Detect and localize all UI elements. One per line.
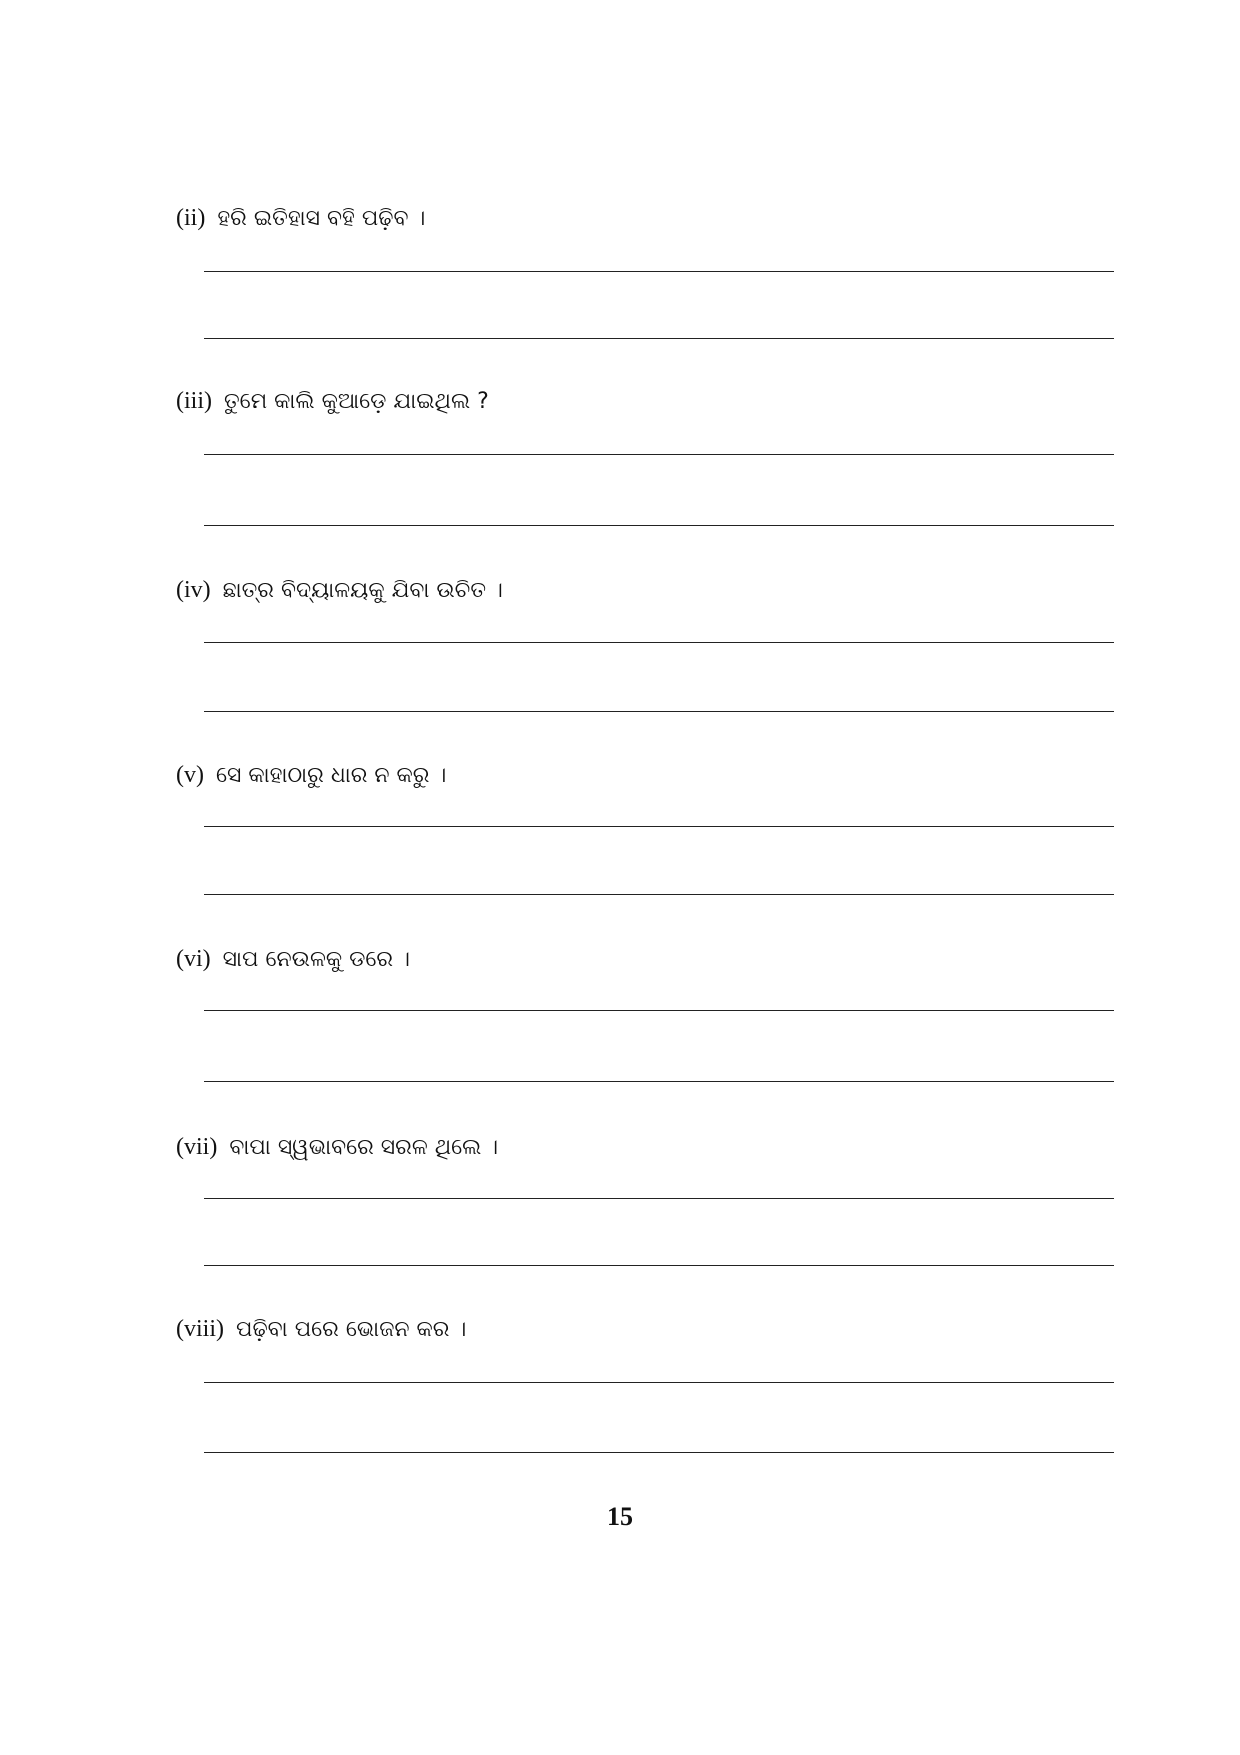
question-text: ହରି ଇତିହାସ ବହି ପଢ଼ିବ ।: [217, 206, 426, 231]
question-v: [176, 760, 446, 791]
answer-line[interactable]: [204, 338, 1114, 339]
question-number: (viii): [176, 1316, 224, 1342]
answer-line[interactable]: [204, 525, 1114, 526]
answer-line[interactable]: [204, 271, 1114, 272]
question-number: (vii): [176, 1134, 218, 1160]
question-text: ଛାତ୍ର ବିଦ୍ୟାଳୟକୁ ଯିବା ଉଚିତ ।: [222, 578, 503, 603]
question-viii: [176, 1314, 466, 1345]
answer-line[interactable]: [204, 1010, 1114, 1011]
answer-line[interactable]: [204, 894, 1114, 895]
answer-line[interactable]: [204, 826, 1114, 827]
question-text: ତୁମେ କାଲି କୁଆଡ଼େ ଯାଇଥିଲ ?: [224, 389, 489, 414]
question-number: (iii): [176, 388, 212, 414]
question-number: (ii): [176, 205, 206, 231]
page-number: 15: [607, 1502, 633, 1531]
answer-line[interactable]: [204, 1382, 1114, 1383]
answer-line[interactable]: [204, 1081, 1114, 1082]
answer-line[interactable]: [204, 454, 1114, 455]
question-ii: [176, 203, 425, 234]
question-number: (v): [176, 762, 204, 788]
question-text: ବାପା ସ୍ୱଭାବରେ ସରଳ ଥିଲେ ।: [229, 1135, 499, 1160]
question-number: (iv): [176, 577, 211, 603]
question-iii: [176, 386, 489, 417]
question-vi: [176, 944, 410, 975]
answer-line[interactable]: [204, 1265, 1114, 1266]
question-text: ପଢ଼ିବା ପରେ ଭୋଜନ କର ।: [236, 1317, 467, 1342]
answer-line[interactable]: [204, 642, 1114, 643]
question-vii: [176, 1132, 498, 1163]
answer-line[interactable]: [204, 711, 1114, 712]
question-text: ସାପ ନେଉଳକୁ ଡରେ ।: [222, 947, 411, 972]
answer-line[interactable]: [204, 1452, 1114, 1453]
answer-line[interactable]: [204, 1198, 1114, 1199]
question-iv: [176, 575, 503, 606]
question-number: (vi): [176, 946, 211, 972]
question-text: ସେ କାହାଠାରୁ ଧାର ନ କରୁ ।: [215, 763, 447, 788]
